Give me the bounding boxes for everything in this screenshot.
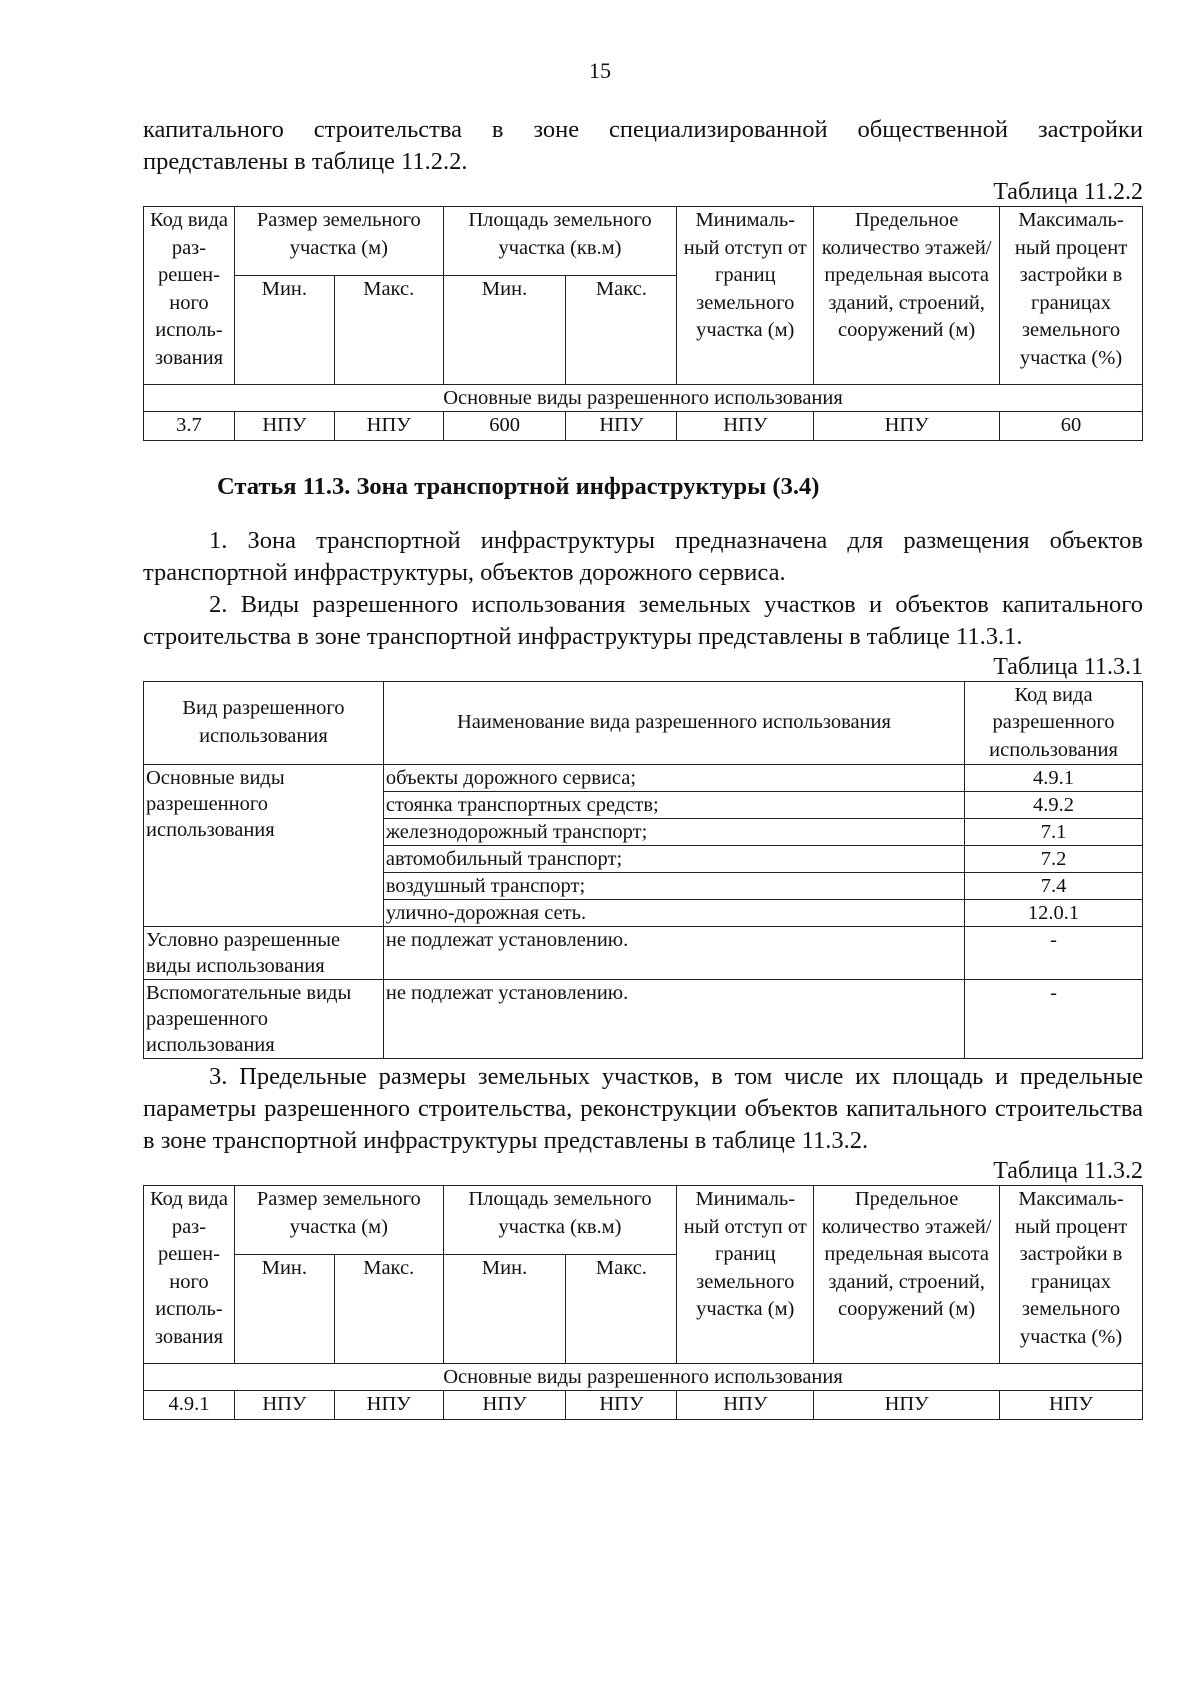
conditional-category: Условно разрешенные виды использования [144, 927, 384, 980]
cell-min-setback: НПУ [677, 1391, 814, 1420]
table-row [144, 1391, 1143, 1420]
document-body [143, 114, 1143, 1420]
header-name: Наименование вида разрешенного использования [383, 681, 964, 765]
cell-size-min: НПУ [234, 412, 334, 441]
cell-size-max: НПУ [334, 412, 443, 441]
use-name: улично-дорожная сеть. [383, 900, 964, 927]
header-area-min: Мин. [443, 276, 566, 385]
header-min-setback: Минималь-ный отступ от границ земельного участка (м) [677, 207, 814, 385]
article-heading: Статья 11.3. Зона транспортной инфраструктуры (3.4) [217, 472, 820, 500]
header-area-max: Макс. [566, 1255, 677, 1364]
header-code: Код вида раз-решен-ного исполь-зования [144, 207, 235, 385]
conditional-code: - [965, 927, 1143, 980]
conditional-name: не подлежат установлению. [383, 927, 964, 980]
table-11-3-1 [143, 681, 1143, 1060]
header-area-min: Мин. [443, 1255, 566, 1364]
cell-area-max: НПУ [566, 1391, 677, 1420]
header-type: Вид разрешенного использования [144, 681, 384, 765]
table-11-2-2-caption: Таблица 11.2.2 [993, 179, 1143, 205]
use-code: 4.9.2 [965, 792, 1143, 819]
table-11-3-1-caption: Таблица 11.3.1 [993, 653, 1143, 680]
cell-size-min: НПУ [234, 1391, 334, 1420]
header-max-floors: Предельное количество этажей/ предельная высота зданий, строений, сооружений (м) [814, 207, 1000, 385]
use-name: железнодорожный транспорт; [383, 819, 964, 846]
header-max-coverage: Максималь-ный процент застройки в границах земельного участка (%) [1000, 1186, 1143, 1364]
header-min-setback: Минималь-ный отступ от границ земельного участка (м) [677, 1186, 814, 1364]
cell-area-min: НПУ [443, 1391, 566, 1420]
header-max-floors: Предельное количество этажей/ предельная высота зданий, строений, сооружений (м) [814, 1186, 1000, 1364]
header-plot-area: Площадь земельного участка (кв.м) [443, 1186, 677, 1255]
cell-area-min: 600 [443, 412, 566, 441]
header-code: Код вида разрешенного использования [965, 681, 1143, 765]
header-max-coverage: Максималь-ный процент застройки в границах земельного участка (%) [1000, 207, 1143, 385]
header-size-min: Мин. [234, 1255, 334, 1364]
use-code: 7.2 [965, 846, 1143, 873]
header-code: Код вида раз-решен-ного исполь-зования [144, 1186, 235, 1364]
section-label: Основные виды разрешенного использования [144, 1364, 1143, 1391]
cell-code: 3.7 [144, 412, 235, 441]
cell-size-max: НПУ [334, 1391, 443, 1420]
auxiliary-code: - [965, 980, 1143, 1059]
use-name: воздушный транспорт; [383, 873, 964, 900]
use-name: стоянка транспортных средств; [383, 792, 964, 819]
paragraph-2: 2. Виды разрешенного использования земельных участков и объектов капитального строительства в зоне транспортной инфраструктуры представлены в таблице 11.3.1. [143, 590, 1143, 650]
cell-max-floors: НПУ [814, 412, 1000, 441]
header-plot-area: Площадь земельного участка (кв.м) [443, 207, 677, 276]
use-name: автомобильный транспорт; [383, 846, 964, 873]
header-size-min: Мин. [234, 276, 334, 385]
cell-max-coverage: НПУ [1000, 1391, 1143, 1420]
paragraph-3: 3. Предельные размеры земельных участков, в том числе их площадь и предельные параметры разрешенного строительства, реконструкции объектов капитального строительства в зоне транспортной инфраструктуры представлены в таблице 11.3.2. [143, 1063, 1143, 1154]
use-code: 4.9.1 [965, 765, 1143, 792]
auxiliary-name: не подлежат установлению. [383, 980, 964, 1059]
cell-max-floors: НПУ [814, 1391, 1000, 1420]
auxiliary-category: Вспомогательные виды разрешенного использования [144, 980, 384, 1059]
use-name: объекты дорожного сервиса; [383, 765, 964, 792]
use-code: 12.0.1 [965, 900, 1143, 927]
header-plot-size: Размер земельного участка (м) [234, 1186, 443, 1255]
page-number: 15 [589, 58, 611, 83]
table-11-2-2 [143, 206, 1143, 441]
intro-paragraph: капитального строительства в зоне специализированной общественной застройки представлены в таблице 11.2.2. [143, 116, 1143, 175]
table-11-3-2 [143, 1185, 1143, 1420]
cell-code: 4.9.1 [144, 1391, 235, 1420]
use-code: 7.4 [965, 873, 1143, 900]
cell-area-max: НПУ [566, 412, 677, 441]
cell-min-setback: НПУ [677, 412, 814, 441]
section-label: Основные виды разрешенного использования [144, 385, 1143, 412]
use-code: 7.1 [965, 819, 1143, 846]
header-plot-size: Размер земельного участка (м) [234, 207, 443, 276]
cell-max-coverage: 60 [1000, 412, 1143, 441]
table-11-3-2-caption: Таблица 11.3.2 [993, 1158, 1143, 1184]
header-area-max: Макс. [566, 276, 677, 385]
header-size-max: Макс. [334, 1255, 443, 1364]
paragraph-1: 1. Зона транспортной инфраструктуры предназначена для размещения объектов транспортной инфраструктуры, объектов дорожного сервиса. [143, 526, 1143, 586]
table-row [144, 412, 1143, 441]
header-size-max: Макс. [334, 276, 443, 385]
main-category: Основные виды разрешенного использования [144, 765, 384, 927]
